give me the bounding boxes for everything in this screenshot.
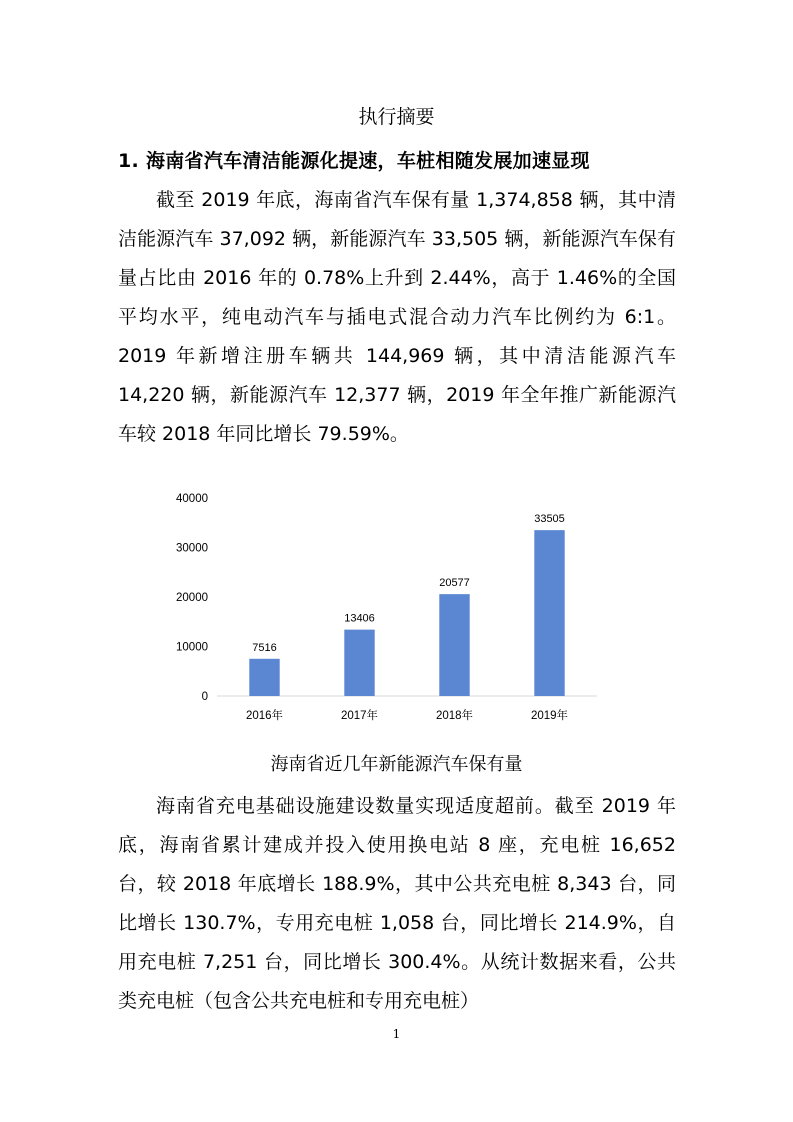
body-paragraph-1: 截至 2019 年底，海南省汽车保有量 1,374,858 辆，其中清洁能源汽车 37,092 辆，新能源汽车 33,505 辆，新能源汽车保有量占比由 2016 年的 0.78%上升到 2.44%，高于 1.46%的全国平均水平，纯电动汽车与插电式混合动力汽车比例约为 6:1。2019 年新增注册车辆共 144,969 辆，其中清洁能源汽车 14,220 辆，新能源汽车 12,377 辆，2019 年全年推广新能源汽车较 2018 年同比增长 79.59%。	[118, 189, 676, 445]
x-tick-label: 2018年	[435, 710, 474, 722]
y-tick-label: 30000	[176, 542, 208, 555]
data-label: 33505	[534, 513, 565, 526]
y-tick-label: 20000	[176, 592, 208, 604]
x-tick-label: 2019年	[530, 710, 569, 722]
bar-2019年	[534, 530, 564, 696]
chart-svg	[150, 484, 600, 734]
bar-2016年	[249, 659, 279, 696]
x-tick-label: 2016年	[245, 710, 284, 722]
bar-2017年	[344, 630, 374, 696]
x-tick-label: 2017年	[340, 710, 379, 722]
y-tick-label: 40000	[176, 493, 208, 505]
data-label: 13406	[344, 612, 375, 625]
chart-caption: 海南省近几年新能源汽车保有量	[270, 754, 523, 775]
y-tick-label: 10000	[176, 641, 208, 654]
data-label: 7516	[252, 641, 277, 654]
section-heading: 1. 海南省汽车清洁能源化提速，车桩相随发展加速显现	[118, 150, 590, 172]
y-tick-label: 0	[201, 691, 208, 703]
body-paragraph-2: 海南省充电基础设施建设数量实现适度超前。截至 2019 年底，海南省累计建成并投入使用换电站 8 座，充电桩 16,652 台，较 2018 年底增长 188.9%，其中公共充电桩 8,343 台，同比增长 130.7%，专用充电桩 1,058 台，同比增长 214.9%，自用充电桩 7,251 台，同比增长 300.4%。从统计数据来看，公共类充电桩（包含公共充电桩和专用充电桩）	[118, 795, 676, 1012]
data-label: 20577	[439, 577, 470, 590]
bar-chart	[150, 484, 600, 734]
page-title: 执行摘要	[358, 106, 435, 128]
bar-2018年	[439, 594, 469, 696]
page-number: 1	[392, 1027, 401, 1041]
